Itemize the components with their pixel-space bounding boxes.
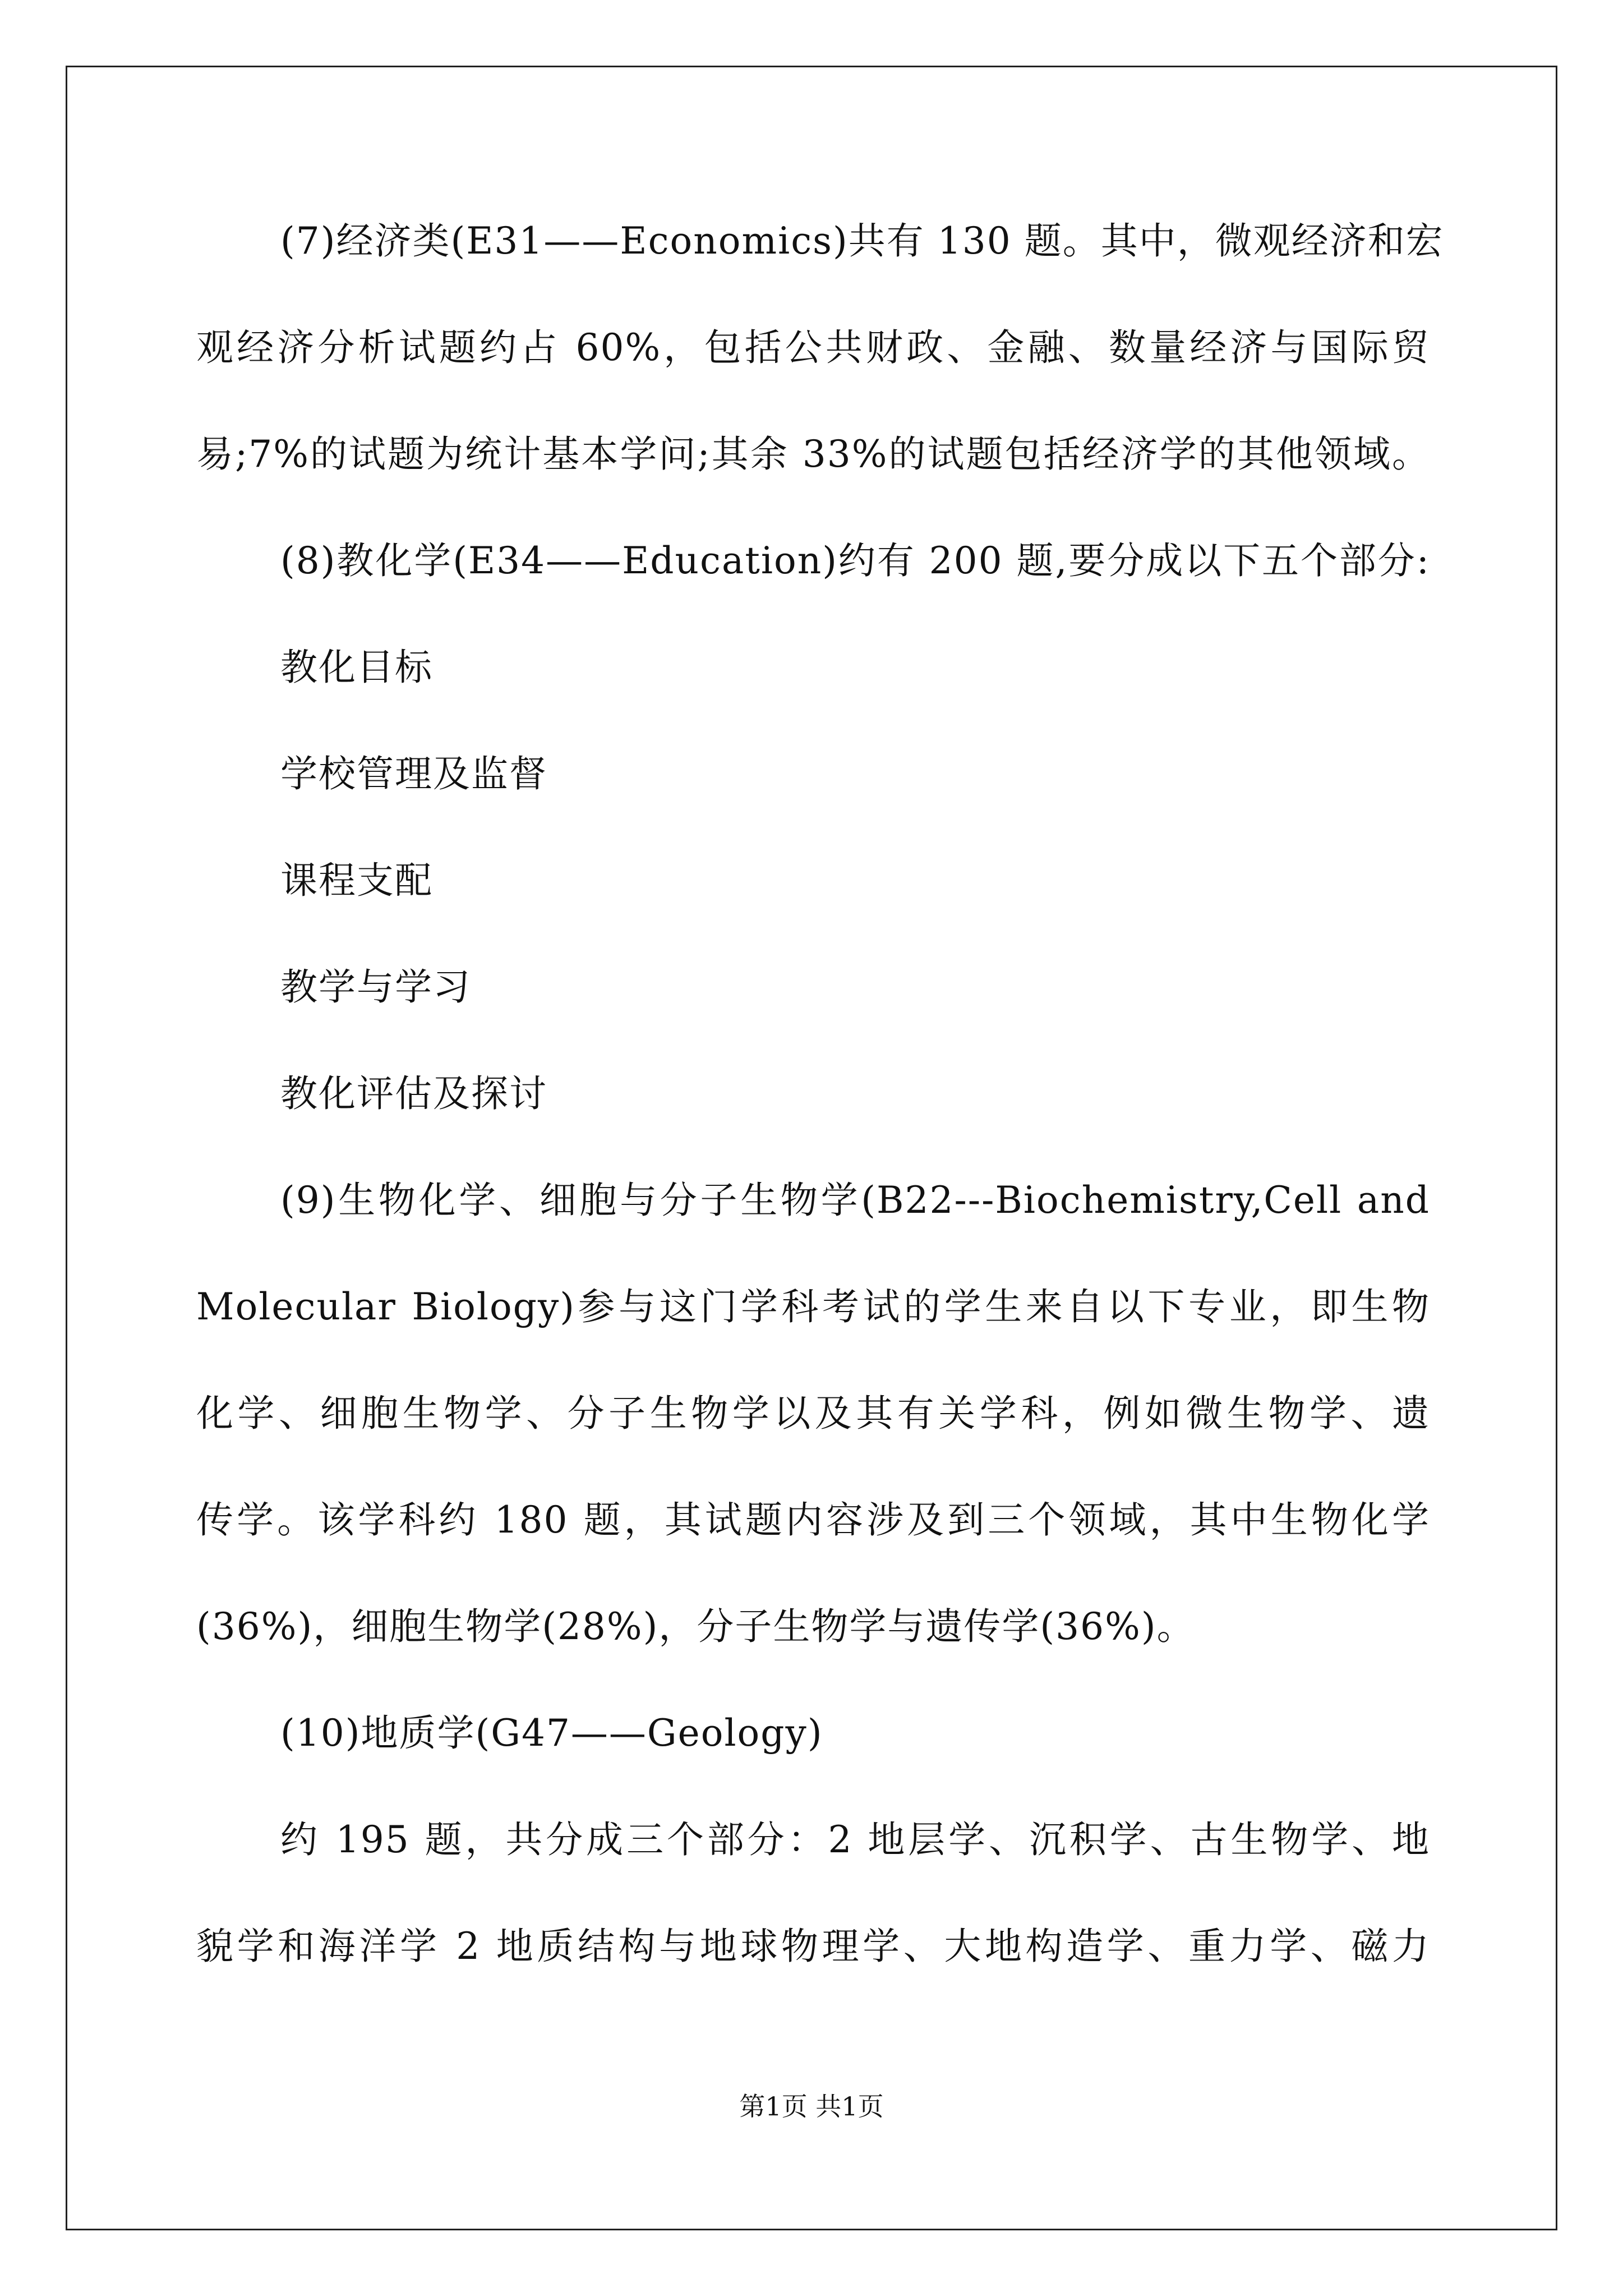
education-item-3: 课程支配 (280, 859, 433, 902)
paragraph-biochem-line-2: Molecular Biology)参与这门学科考试的学生来自以下专业，即生物 (196, 1285, 1430, 1328)
paragraph-geology-heading: (10)地质学(G47——Geology) (280, 1711, 823, 1755)
paragraph-geology-line-2: 貌学和海洋学 2 地质结构与地球物理学、大地构造学、重力学、磁力 (196, 1925, 1430, 1968)
education-item-2: 学校管理及监督 (280, 752, 547, 795)
paragraph-biochem-line-3: 化学、细胞生物学、分子生物学以及其有关学科，例如微生物学、遗 (196, 1392, 1430, 1435)
education-item-4: 教学与学习 (280, 965, 471, 1009)
paragraph-geology-line-1: 约 195 题，共分成三个部分：2 地层学、沉积学、古生物学、地 (280, 1818, 1430, 1861)
paragraph-education-heading: (8)教化学(E34——Education)约有 200 题,要分成以下五个部分: (280, 539, 1430, 582)
page-number-footer: 第1页 共1页 (739, 2091, 884, 2122)
paragraph-economics-line-2: 观经济分析试题约占 60%，包括公共财政、金融、数量经济与国际贸 (196, 326, 1430, 369)
education-item-1: 教化目标 (280, 646, 433, 689)
paragraph-biochem-line-5: (36%)，细胞生物学(28%)，分子生物学与遗传学(36%)。 (196, 1605, 1195, 1648)
paragraph-biochem-line-4: 传学。该学科约 180 题，其试题内容涉及到三个领域，其中生物化学 (196, 1498, 1430, 1542)
paragraph-biochem-line-1: (9)生物化学、细胞与分子生物学(B22---Biochemistry,Cell and (280, 1179, 1430, 1222)
page-border (66, 66, 1557, 2230)
paragraph-economics-line-1: (7)经济类(E31——Economics)共有 130 题。其中，微观经济和宏 (280, 219, 1444, 263)
paragraph-economics-line-3: 易;7%的试题为统计基本学问;其余 33%的试题包括经济学的其他领域。 (196, 432, 1430, 476)
education-item-5: 教化评估及探讨 (280, 1072, 547, 1115)
